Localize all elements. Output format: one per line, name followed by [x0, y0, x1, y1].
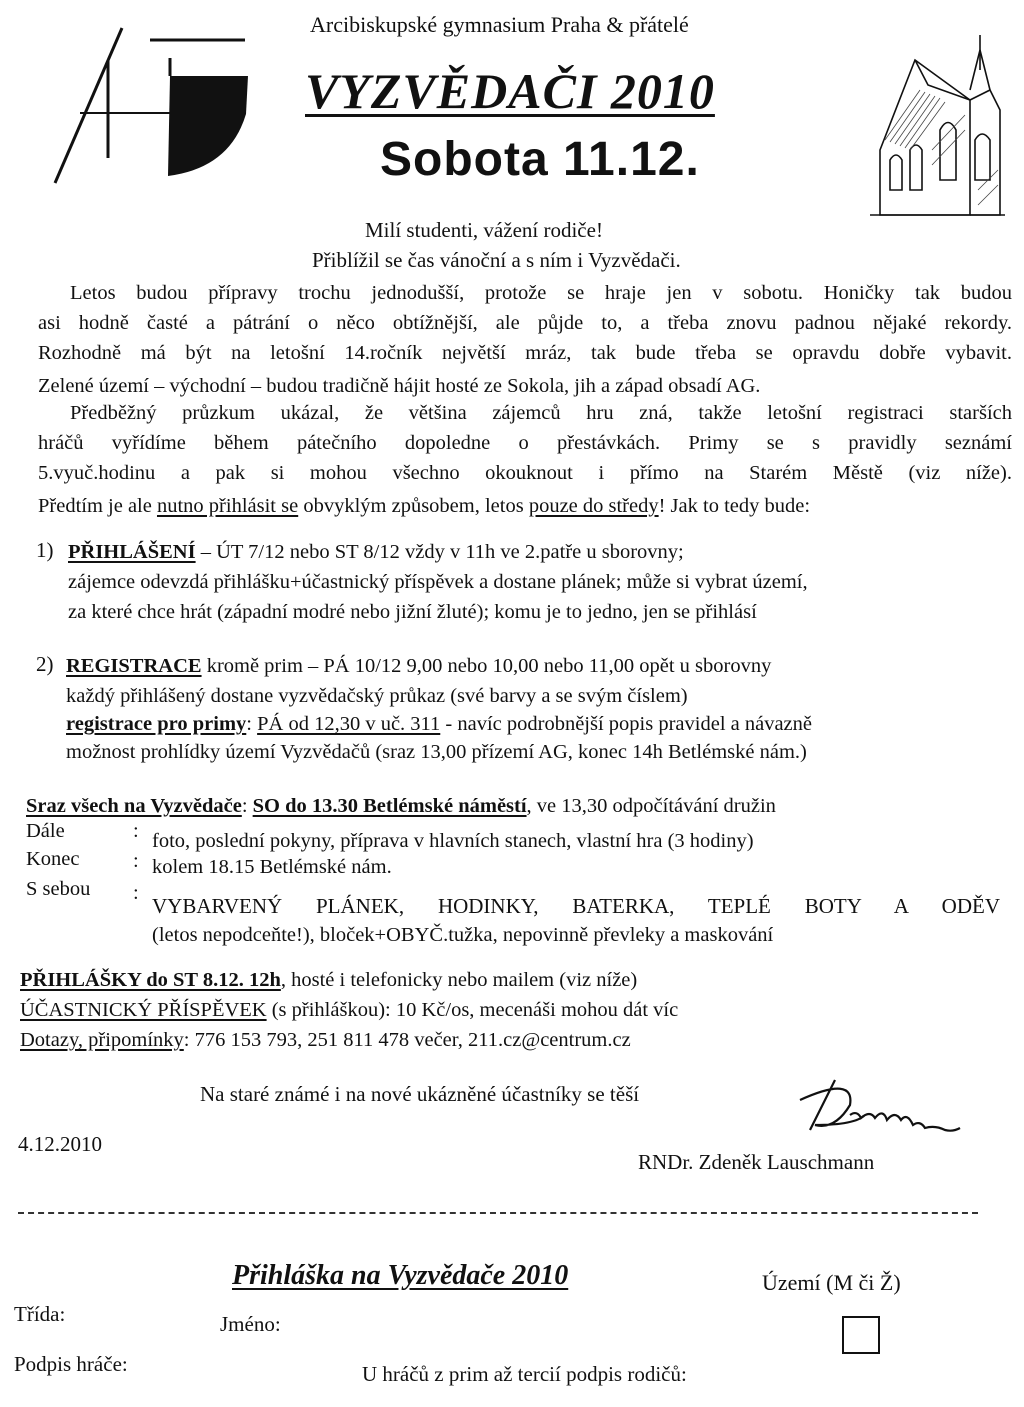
document-date: 4.12.2010	[18, 1132, 102, 1156]
fee-line: ÚČASTNICKÝ PŘÍSPĚVEK (s přihláškou): 10 Kč/os, mecenáši mohou dát víc	[20, 999, 679, 1021]
primary-registration-time: PÁ od 12,30 v uč. 311	[257, 713, 441, 735]
step-2-line: každý přihlášený dostane vyzvědačský průkaz (své barvy a se svým číslem)	[66, 685, 688, 707]
fee-heading: ÚČASTNICKÝ PŘÍSPĚVEK	[20, 999, 267, 1021]
step-2-number: 2)	[36, 652, 54, 676]
event-title: VYZVĚDAČI 2010	[305, 63, 715, 119]
event-date: Sobota 11.12.	[380, 133, 700, 186]
meeting-place: SO do 13.30 Betlémské náměstí	[252, 795, 527, 817]
primary-registration-label: registrace pro primy	[66, 713, 247, 735]
name-label: Jméno:	[220, 1312, 281, 1336]
territory-checkbox[interactable]	[842, 1316, 880, 1354]
register-required-text: nutno přihlásit se	[156, 495, 299, 517]
step-2-title: REGISTRACE	[66, 655, 202, 677]
organizer-line: Arcibiskupské gymnasium Praha & přátelé	[310, 12, 689, 37]
questions-heading: Dotazy, připomínky	[20, 1029, 184, 1051]
row-label: Konec	[26, 848, 80, 870]
questions-line: Dotazy, připomínky: 776 153 793, 251 811 478 večer, 211.cz@centrum.cz	[20, 1029, 631, 1051]
row-sep: :	[133, 820, 139, 842]
step-1-heading-line: PŘIHLÁŠENÍ – ÚT 7/12 nebo ST 8/12 vždy v 11h ve 2.patře u sborovny;	[68, 541, 684, 563]
intro-line: 5.vyuč.hodinu a pak si mohou všechno okouknout i přímo na Starém Městě (viz níže).	[38, 462, 1012, 484]
step-2-line: možnost prohlídky území Vyzvědačů (sraz 13,00 přízemí AG, konec 14h Betlémské nám.)	[66, 741, 807, 763]
row-sep: :	[133, 850, 139, 872]
intro-line: Zelené území – východní – budou tradičně hájit hosté ze Sokola, jih a západ obsadí AG.	[38, 375, 761, 397]
row-value: VYBARVENÝ PLÁNEK, HODINKY, BATERKA, TEPLÉ BOTY A ODĚV	[152, 894, 1000, 918]
closing-text: Na staré známé i na nové ukázněné účastníky se těší	[200, 1082, 640, 1106]
territory-label: Území (M či Ž)	[762, 1270, 901, 1295]
intro-line: Letos budou přípravy trochu jednodušší, protože se hraje jen v sobotu. Honičky tak budou	[70, 282, 1012, 304]
greeting-line-2: Přiblížil se čas vánoční a s ním i Vyzvědači.	[312, 248, 681, 272]
intro-line: asi hodně časté a pátrání o něco obtížnější, ale půjde to, a třeba znovu padnou nějaké rekordy.	[38, 312, 1012, 334]
row-value: kolem 18.15 Betlémské nám.	[152, 856, 392, 878]
step-2-heading-line: REGISTRACE kromě prim – PÁ 10/12 9,00 nebo 10,00 nebo 11,00 opět u sborovny	[66, 655, 772, 677]
step-1-number: 1)	[36, 538, 54, 562]
church-illustration	[860, 30, 1010, 230]
bring-line-2: (letos nepodceňte!), bloček+OBYČ.tužka, nepovinně převleky a maskování	[152, 924, 774, 946]
greeting-line-1: Milí studenti, vážení rodiče!	[365, 218, 603, 242]
row-value: foto, poslední pokyny, příprava v hlavních stanech, vlastní hra (3 hodiny)	[152, 830, 754, 852]
applications-line: PŘIHLÁŠKY do ST 8.12. 12h, hosté i telefonicky nebo mailem (viz níže)	[20, 969, 638, 991]
class-label: Třída:	[14, 1302, 66, 1326]
form-title: Přihláška na Vyzvědače 2010	[232, 1260, 569, 1291]
ag-logo	[50, 18, 260, 188]
player-signature-label: Podpis hráče:	[14, 1352, 128, 1376]
cut-line	[18, 1212, 978, 1214]
step-1-title: PŘIHLÁŠENÍ	[68, 541, 196, 563]
step-2-primary-line: registrace pro primy: PÁ od 12,30 v uč. 311 - navíc podrobnější popis pravidel a návazně	[66, 713, 813, 735]
intro-line: hráčů vyřídíme během pátečního dopoledne o přestávkách. Primy se s pravidly seznámí	[38, 432, 1012, 454]
row-sep: :	[133, 882, 139, 904]
only-until-wednesday-text: pouze do středy	[528, 495, 659, 517]
row-label: S sebou	[26, 878, 91, 900]
step-1-line: za které chce hrát (západní modré nebo jižní žluté); komu je to jedno, jen se přihlásí	[68, 601, 757, 623]
intro-last-line: Předtím je ale nutno přihlásit se obvyklým způsobem, letos pouze do středy! Jak to tedy bude:	[38, 495, 811, 517]
intro-line: Rozhodně má být na letošní 14.ročník největší mráz, tak bude třeba se opravdu dobře vybavit.	[38, 342, 1012, 364]
step-1-line: zájemce odevzdá přihlášku+účastnický příspěvek a dostane plánek; může si vybrat území,	[68, 571, 808, 593]
signer-name: RNDr. Zdeněk Lauschmann	[638, 1150, 875, 1174]
signature	[795, 1070, 965, 1160]
parent-signature-label: U hráčů z prim až tercií podpis rodičů:	[362, 1362, 687, 1386]
meeting-line: Sraz všech na Vyzvědače: SO do 13.30 Betlémské náměstí, ve 13,30 odpočítávání družin	[26, 795, 776, 817]
row-label: Dále	[26, 820, 65, 842]
applications-deadline: PŘIHLÁŠKY do ST 8.12. 12h	[20, 969, 281, 991]
intro-line: Předběžný průzkum ukázal, že většina zájemců hru zná, takže letošní registraci starších	[70, 402, 1012, 424]
meeting-heading: Sraz všech na Vyzvědače	[26, 795, 242, 817]
